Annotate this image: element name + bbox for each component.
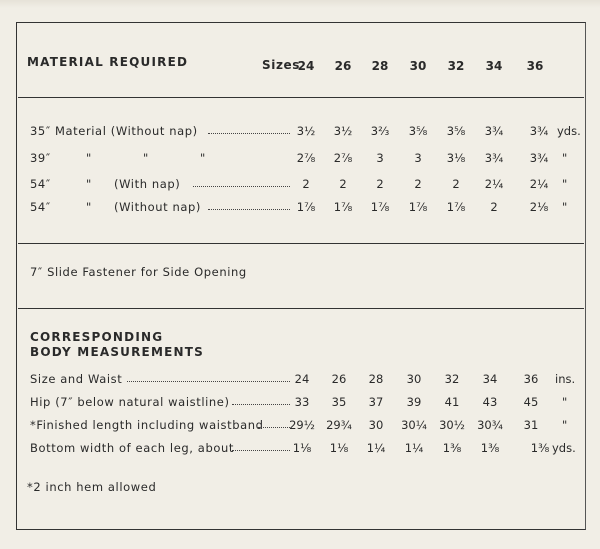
material-value-cell: 1⅞ xyxy=(408,200,428,214)
body-value-cell: 1¼ xyxy=(366,441,386,455)
material-value-cell: 3⅛ xyxy=(446,151,466,165)
page-top-edge xyxy=(0,0,600,8)
material-row-label: 54″ xyxy=(30,200,51,214)
size-column-header: 36 xyxy=(526,59,544,73)
material-row-label: 54″ xyxy=(30,177,51,191)
fastener-note: 7″ Slide Fastener for Side Opening xyxy=(30,265,247,279)
body-value-cell: 30 xyxy=(406,372,422,386)
body-value-cell: 30½ xyxy=(439,418,465,432)
body-value-cell: 32 xyxy=(444,372,460,386)
unit-label: " xyxy=(562,395,568,409)
ditto-mark: " xyxy=(86,151,92,165)
unit-label: " xyxy=(562,151,568,165)
material-value-cell: 3¾ xyxy=(529,151,549,165)
body-value-cell: 28 xyxy=(368,372,384,386)
material-value-cell: 3¾ xyxy=(529,124,549,138)
body-value-cell: 30 xyxy=(368,418,384,432)
material-value-cell: 3¾ xyxy=(484,151,504,165)
body-value-cell: 1⅛ xyxy=(292,441,312,455)
material-value-cell: 3⅝ xyxy=(446,124,466,138)
leader-dots xyxy=(232,402,290,405)
size-column-header: 26 xyxy=(334,59,352,73)
leader-dots xyxy=(208,207,290,210)
material-value-cell: 3½ xyxy=(333,124,353,138)
body-measurements-title-line2: BODY MEASUREMENTS xyxy=(30,345,204,359)
size-column-header: 32 xyxy=(447,59,465,73)
material-value-cell: 2 xyxy=(302,177,310,191)
body-row-label: Hip (7″ below natural waistline) xyxy=(30,395,230,409)
material-value-cell: 2 xyxy=(490,200,498,214)
leader-dots xyxy=(232,448,290,451)
footnote: *2 inch hem allowed xyxy=(27,480,157,494)
body-value-cell: 1⅜ xyxy=(442,441,462,455)
material-row-sublabel: (With nap) xyxy=(114,177,181,191)
ditto-mark: " xyxy=(86,200,92,214)
body-row-label: Size and Waist xyxy=(30,372,123,386)
body-value-cell: 39 xyxy=(406,395,422,409)
material-value-cell: 2 xyxy=(452,177,460,191)
material-value-cell: 3¾ xyxy=(484,124,504,138)
body-value-cell: 29½ xyxy=(289,418,315,432)
material-value-cell: 3⅝ xyxy=(408,124,428,138)
material-value-cell: 3 xyxy=(376,151,384,165)
unit-label: yds. xyxy=(552,441,576,455)
divider xyxy=(18,243,584,244)
sizes-label: Sizes xyxy=(262,58,301,72)
material-value-cell: 2 xyxy=(376,177,384,191)
body-value-cell: 43 xyxy=(482,395,498,409)
material-value-cell: 2 xyxy=(414,177,422,191)
ditto-mark: " xyxy=(86,177,92,191)
body-value-cell: 30¾ xyxy=(477,418,503,432)
body-value-cell: 37 xyxy=(368,395,384,409)
material-row-sublabel: (Without nap) xyxy=(114,200,202,214)
body-value-cell: 36 xyxy=(523,372,539,386)
material-value-cell: 1⅞ xyxy=(370,200,390,214)
body-value-cell: 35 xyxy=(331,395,347,409)
material-value-cell: 2 xyxy=(339,177,347,191)
material-value-cell: 2¼ xyxy=(529,177,549,191)
unit-label: " xyxy=(562,418,568,432)
body-row-label: *Finished length including waistband xyxy=(30,418,264,432)
leader-dots xyxy=(208,131,290,134)
material-value-cell: 1⅞ xyxy=(296,200,316,214)
divider xyxy=(18,308,584,309)
body-value-cell: 1¼ xyxy=(404,441,424,455)
size-column-header: 28 xyxy=(371,59,389,73)
size-column-header: 30 xyxy=(409,59,427,73)
material-value-cell: 1⅞ xyxy=(446,200,466,214)
material-value-cell: 2⅞ xyxy=(333,151,353,165)
body-value-cell: 30¼ xyxy=(401,418,427,432)
unit-label: " xyxy=(562,200,568,214)
unit-label: " xyxy=(562,177,568,191)
body-value-cell: 29¾ xyxy=(326,418,352,432)
unit-label: ins. xyxy=(555,372,576,386)
body-value-cell: 31 xyxy=(523,418,539,432)
body-value-cell: 41 xyxy=(444,395,460,409)
leader-dots xyxy=(127,379,290,382)
material-value-cell: 2⅞ xyxy=(296,151,316,165)
divider xyxy=(18,97,584,98)
body-value-cell: 1⅜ xyxy=(530,441,550,455)
material-value-cell: 3⅔ xyxy=(370,124,390,138)
body-value-cell: 33 xyxy=(294,395,310,409)
body-value-cell: 26 xyxy=(331,372,347,386)
size-column-header: 24 xyxy=(297,59,315,73)
body-value-cell: 1⅛ xyxy=(329,441,349,455)
material-value-cell: 2⅛ xyxy=(529,200,549,214)
body-value-cell: 45 xyxy=(523,395,539,409)
body-value-cell: 24 xyxy=(294,372,310,386)
material-value-cell: 3½ xyxy=(296,124,316,138)
body-value-cell: 1⅜ xyxy=(480,441,500,455)
body-row-label: Bottom width of each leg, about xyxy=(30,441,234,455)
size-column-header: 34 xyxy=(485,59,503,73)
material-required-title: MATERIAL REQUIRED xyxy=(27,55,189,69)
leader-dots xyxy=(193,184,290,187)
ditto-mark: " xyxy=(143,151,149,165)
material-row-label: 39″ xyxy=(30,151,51,165)
unit-label: yds. xyxy=(557,124,581,138)
material-row-label: 35″ Material (Without nap) xyxy=(30,124,198,138)
body-measurements-title-line1: CORRESPONDING xyxy=(30,330,164,344)
body-value-cell: 34 xyxy=(482,372,498,386)
material-value-cell: 1⅞ xyxy=(333,200,353,214)
ditto-mark: " xyxy=(200,151,206,165)
material-value-cell: 3 xyxy=(414,151,422,165)
material-value-cell: 2¼ xyxy=(484,177,504,191)
